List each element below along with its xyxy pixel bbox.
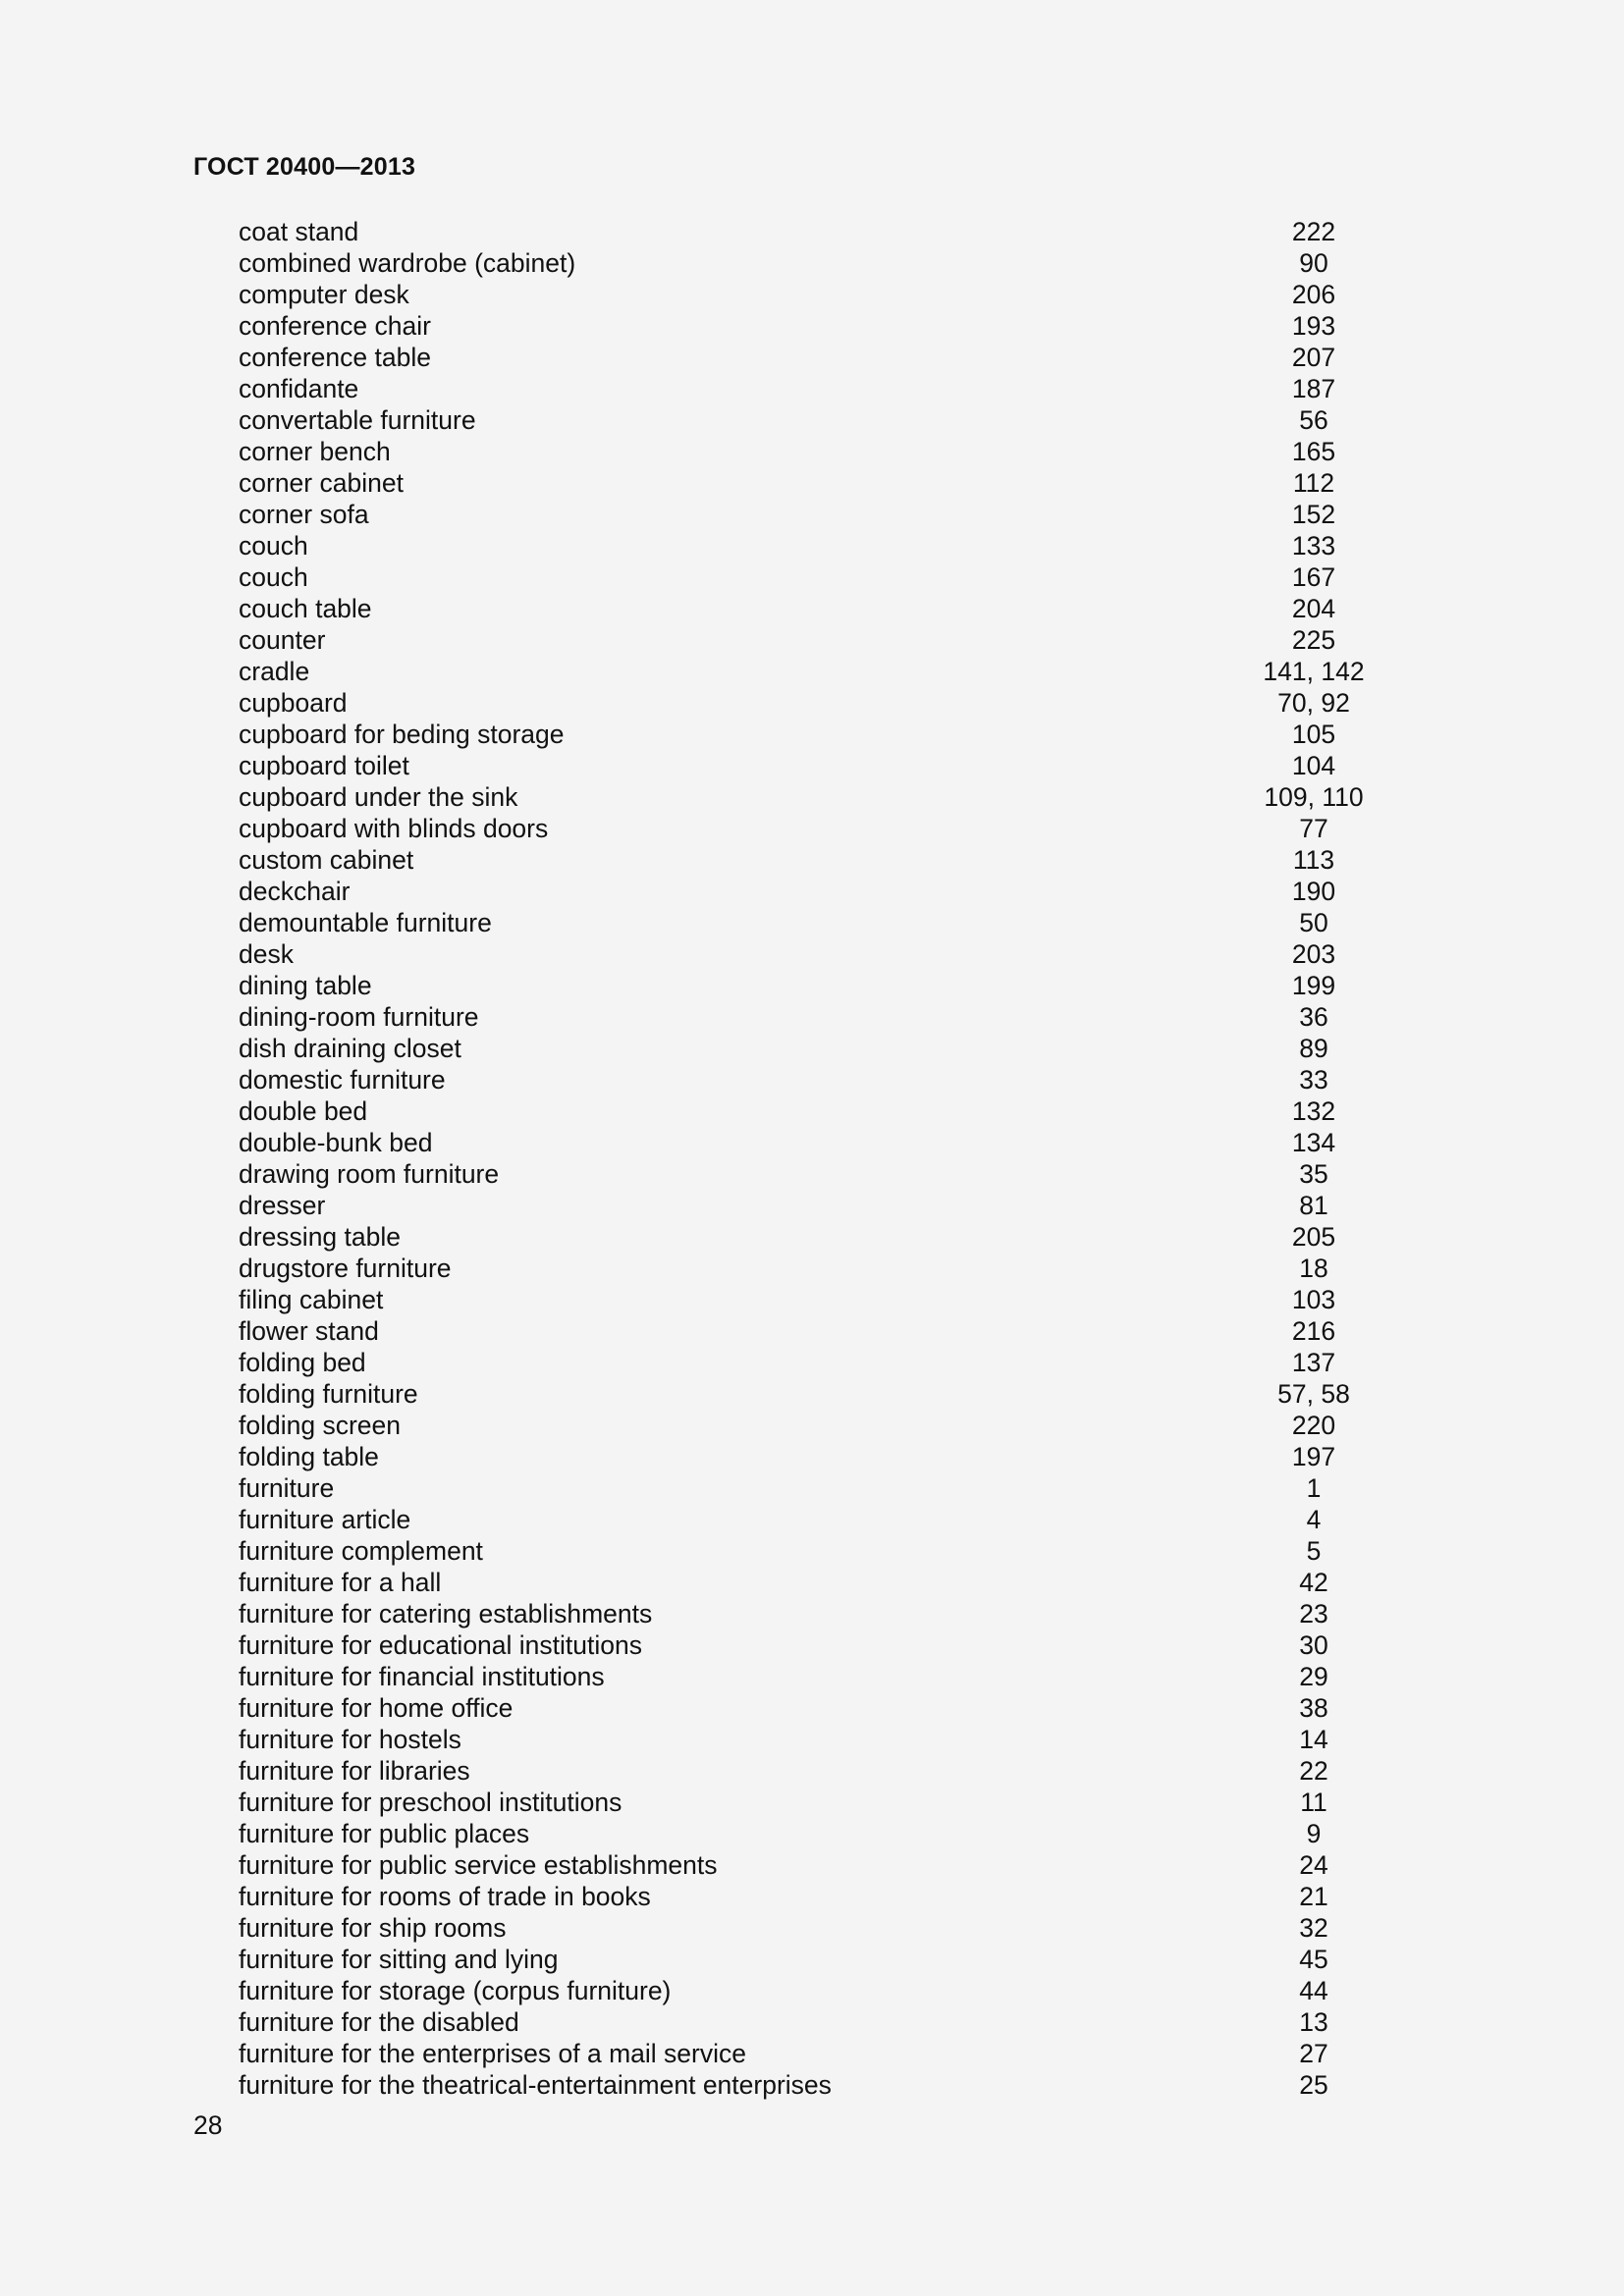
index-reference-number: 11 bbox=[1300, 1788, 1327, 1817]
index-term: dresser bbox=[239, 1191, 326, 1220]
index-reference-number: 190 bbox=[1291, 877, 1336, 906]
index-reference-number: 81 bbox=[1299, 1191, 1328, 1220]
index-reference-number: 90 bbox=[1299, 248, 1328, 278]
index-entry bbox=[239, 530, 1466, 561]
index-reference-number: 104 bbox=[1291, 751, 1336, 780]
index-reference-number: 27 bbox=[1299, 2039, 1328, 2068]
index-term: furniture for the disabled bbox=[239, 2007, 519, 2037]
index-term: dish draining closet bbox=[239, 1034, 461, 1063]
index-reference-number: 44 bbox=[1299, 1976, 1328, 2005]
index-reference-number: 165 bbox=[1291, 437, 1336, 466]
index-term: cupboard for beding storage bbox=[239, 720, 565, 749]
index-term: furniture for educational institutions bbox=[239, 1630, 642, 1660]
index-term: folding screen bbox=[239, 1411, 401, 1440]
index-entry bbox=[239, 216, 1466, 247]
index-reference-number: 204 bbox=[1291, 594, 1336, 623]
index-term: furniture for the enterprises of a mail service bbox=[239, 2039, 746, 2068]
index-entry bbox=[239, 1001, 1466, 1033]
index-entry bbox=[239, 310, 1466, 342]
index-entry bbox=[239, 1881, 1466, 1912]
index-term: furniture complement bbox=[239, 1536, 483, 1566]
index-entry bbox=[239, 247, 1466, 279]
index-term: coat stand bbox=[239, 217, 359, 246]
index-entry bbox=[239, 687, 1466, 719]
index-term: furniture for financial institutions bbox=[239, 1662, 605, 1691]
index-reference-number: 1 bbox=[1306, 1473, 1322, 1503]
index-entry bbox=[239, 1315, 1466, 1347]
index-reference-number: 18 bbox=[1299, 1254, 1328, 1283]
index-entry bbox=[239, 1253, 1466, 1284]
index-term: folding bed bbox=[239, 1348, 366, 1377]
index-entry bbox=[239, 1504, 1466, 1535]
index-term: confidante bbox=[239, 374, 359, 403]
index-term: couch bbox=[239, 531, 308, 561]
index-reference-number: 220 bbox=[1291, 1411, 1336, 1440]
index-entry bbox=[239, 1127, 1466, 1158]
index-reference-number: 112 bbox=[1292, 468, 1335, 498]
index-term: furniture for hostels bbox=[239, 1725, 461, 1754]
index-term: conference table bbox=[239, 343, 431, 372]
index-term: folding furniture bbox=[239, 1379, 418, 1409]
index-term: cupboard with blinds doors bbox=[239, 814, 549, 843]
index-entry bbox=[239, 1284, 1466, 1315]
index-term: couch table bbox=[239, 594, 372, 623]
index-term: cupboard bbox=[239, 688, 348, 718]
index-entry bbox=[239, 813, 1466, 844]
index-term: furniture for public places bbox=[239, 1819, 530, 1848]
index-reference-number: 33 bbox=[1299, 1065, 1328, 1095]
index-entry bbox=[239, 1975, 1466, 2006]
index-term: cupboard under the sink bbox=[239, 782, 518, 812]
page-number: 28 bbox=[193, 2110, 223, 2140]
index-reference-number: 50 bbox=[1299, 908, 1328, 937]
index-term: furniture for public service establishments bbox=[239, 1850, 718, 1880]
index-reference-number: 205 bbox=[1291, 1222, 1336, 1252]
index-reference-number: 57, 58 bbox=[1277, 1379, 1350, 1409]
index-reference-number: 89 bbox=[1299, 1034, 1328, 1063]
index-reference-number: 193 bbox=[1291, 311, 1336, 341]
index-entry bbox=[239, 1598, 1466, 1629]
index-reference-number: 203 bbox=[1291, 939, 1336, 969]
index-entry bbox=[239, 1849, 1466, 1881]
index-reference-number: 4 bbox=[1306, 1505, 1322, 1534]
index-reference-number: 206 bbox=[1291, 280, 1336, 309]
index-reference-number: 105 bbox=[1291, 720, 1336, 749]
index-entry bbox=[239, 1095, 1466, 1127]
index-reference-number: 36 bbox=[1299, 1002, 1328, 1032]
index-entry bbox=[239, 1190, 1466, 1221]
index-reference-number: 13 bbox=[1299, 2007, 1328, 2037]
index-reference-number: 14 bbox=[1299, 1725, 1328, 1754]
index-entry bbox=[239, 970, 1466, 1001]
index-entry bbox=[239, 1818, 1466, 1849]
index-reference-number: 207 bbox=[1291, 343, 1336, 372]
index-entry bbox=[239, 1158, 1466, 1190]
index-term: custom cabinet bbox=[239, 845, 414, 875]
index-reference-number: 23 bbox=[1299, 1599, 1328, 1629]
index-entry bbox=[239, 1064, 1466, 1095]
index-term: deckchair bbox=[239, 877, 351, 906]
index-reference-number: 134 bbox=[1291, 1128, 1336, 1157]
index-term: furniture for the theatrical-entertainment enterprises bbox=[239, 2070, 832, 2100]
index-entry bbox=[239, 1724, 1466, 1755]
index-reference-number: 25 bbox=[1299, 2070, 1328, 2100]
index-term: furniture for sitting and lying bbox=[239, 1945, 559, 1974]
index-term: furniture for ship rooms bbox=[239, 1913, 507, 1943]
index-entry bbox=[239, 404, 1466, 436]
index-term: folding table bbox=[239, 1442, 379, 1471]
index-reference-number: 29 bbox=[1299, 1662, 1328, 1691]
index-term: furniture for libraries bbox=[239, 1756, 470, 1786]
index-term: furniture for home office bbox=[239, 1693, 514, 1723]
index-entry bbox=[239, 561, 1466, 593]
index-entry bbox=[239, 750, 1466, 781]
index-term: furniture for a hall bbox=[239, 1568, 442, 1597]
index-term: computer desk bbox=[239, 280, 409, 309]
index-term: domestic furniture bbox=[239, 1065, 446, 1095]
index-reference-number: 113 bbox=[1292, 845, 1335, 875]
index-reference-number: 152 bbox=[1291, 500, 1336, 529]
index-entry bbox=[239, 781, 1466, 813]
index-term: filing cabinet bbox=[239, 1285, 384, 1314]
index-entry bbox=[239, 1629, 1466, 1661]
index-reference-number: 187 bbox=[1291, 374, 1336, 403]
index-reference-number: 70, 92 bbox=[1277, 688, 1350, 718]
index-entry bbox=[239, 1692, 1466, 1724]
index-term: furniture bbox=[239, 1473, 335, 1503]
index-reference-number: 32 bbox=[1299, 1913, 1328, 1943]
index-reference-number: 167 bbox=[1291, 562, 1336, 592]
index-reference-number: 35 bbox=[1299, 1159, 1328, 1189]
index-reference-number: 199 bbox=[1291, 971, 1336, 1000]
index-term: desk bbox=[239, 939, 294, 969]
index-entry bbox=[239, 373, 1466, 404]
index-reference-number: 132 bbox=[1291, 1096, 1336, 1126]
index-reference-number: 77 bbox=[1299, 814, 1328, 843]
index-term: furniture for rooms of trade in books bbox=[239, 1882, 651, 1911]
index-reference-number: 38 bbox=[1299, 1693, 1328, 1723]
index-entry bbox=[239, 1661, 1466, 1692]
index-term: dining table bbox=[239, 971, 372, 1000]
index-entry bbox=[239, 1221, 1466, 1253]
index-term: furniture for storage (corpus furniture) bbox=[239, 1976, 672, 2005]
index-reference-number: 21 bbox=[1299, 1882, 1328, 1911]
index-entry bbox=[239, 2069, 1466, 2101]
index-term: dining-room furniture bbox=[239, 1002, 479, 1032]
index-entry bbox=[239, 1441, 1466, 1472]
index-entry bbox=[239, 1755, 1466, 1787]
index-term: drawing room furniture bbox=[239, 1159, 500, 1189]
index-entry bbox=[239, 436, 1466, 467]
index-entry bbox=[239, 1472, 1466, 1504]
index-entry bbox=[239, 1535, 1466, 1567]
index-term: corner sofa bbox=[239, 500, 369, 529]
index-reference-number: 5 bbox=[1306, 1536, 1322, 1566]
index-term: combined wardrobe (cabinet) bbox=[239, 248, 576, 278]
index-reference-number: 22 bbox=[1299, 1756, 1328, 1786]
index-entry bbox=[239, 593, 1466, 624]
index-reference-number: 222 bbox=[1291, 217, 1336, 246]
index-reference-number: 133 bbox=[1291, 531, 1336, 561]
index-term: couch bbox=[239, 562, 308, 592]
index-reference-number: 197 bbox=[1291, 1442, 1336, 1471]
index-entry bbox=[239, 467, 1466, 499]
index-term: furniture article bbox=[239, 1505, 411, 1534]
index-reference-number: 42 bbox=[1299, 1568, 1328, 1597]
index-entry bbox=[239, 1410, 1466, 1441]
index-reference-number: 45 bbox=[1299, 1945, 1328, 1974]
index-term: dressing table bbox=[239, 1222, 401, 1252]
index-entry bbox=[239, 1944, 1466, 1975]
index-entry bbox=[239, 1378, 1466, 1410]
index-reference-number: 141, 142 bbox=[1263, 657, 1365, 686]
index-term: cradle bbox=[239, 657, 310, 686]
index-entry bbox=[239, 2006, 1466, 2038]
index-entry bbox=[239, 1912, 1466, 1944]
index-term: corner cabinet bbox=[239, 468, 404, 498]
index-entry bbox=[239, 1567, 1466, 1598]
index-term: drugstore furniture bbox=[239, 1254, 452, 1283]
index-entry bbox=[239, 938, 1466, 970]
document-header: ГОСТ 20400—2013 bbox=[193, 153, 416, 181]
index-reference-number: 103 bbox=[1291, 1285, 1336, 1314]
index-term: convertable furniture bbox=[239, 405, 476, 435]
alphabetical-index bbox=[239, 216, 1466, 2101]
index-reference-number: 30 bbox=[1299, 1630, 1328, 1660]
index-term: double bed bbox=[239, 1096, 368, 1126]
index-term: flower stand bbox=[239, 1316, 379, 1346]
index-entry bbox=[239, 844, 1466, 876]
index-term: double-bunk bed bbox=[239, 1128, 433, 1157]
index-reference-number: 56 bbox=[1299, 405, 1328, 435]
index-term: furniture for preschool institutions bbox=[239, 1788, 623, 1817]
index-reference-number: 9 bbox=[1306, 1819, 1322, 1848]
index-reference-number: 137 bbox=[1291, 1348, 1336, 1377]
index-entry bbox=[239, 1347, 1466, 1378]
index-entry bbox=[239, 907, 1466, 938]
index-entry bbox=[239, 876, 1466, 907]
index-reference-number: 24 bbox=[1299, 1850, 1328, 1880]
index-entry bbox=[239, 2038, 1466, 2069]
index-term: counter bbox=[239, 625, 326, 655]
index-entry bbox=[239, 656, 1466, 687]
index-term: furniture for catering establishments bbox=[239, 1599, 653, 1629]
index-reference-number: 225 bbox=[1291, 625, 1336, 655]
index-entry bbox=[239, 624, 1466, 656]
index-reference-number: 109, 110 bbox=[1264, 782, 1364, 812]
index-term: corner bench bbox=[239, 437, 391, 466]
index-entry bbox=[239, 342, 1466, 373]
index-entry bbox=[239, 1787, 1466, 1818]
index-term: demountable furniture bbox=[239, 908, 492, 937]
index-entry bbox=[239, 1033, 1466, 1064]
index-entry bbox=[239, 499, 1466, 530]
index-term: conference chair bbox=[239, 311, 431, 341]
index-entry bbox=[239, 719, 1466, 750]
index-entry bbox=[239, 279, 1466, 310]
index-reference-number: 216 bbox=[1291, 1316, 1336, 1346]
index-term: cupboard toilet bbox=[239, 751, 409, 780]
